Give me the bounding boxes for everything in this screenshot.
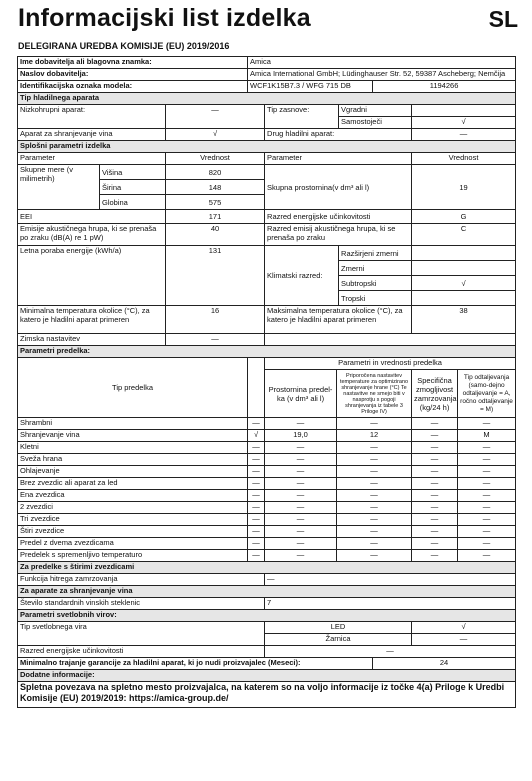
annual-energy-label: Letna poraba energije (kWh/a) (18, 246, 166, 306)
table-row (18, 502, 516, 514)
compartment-temp: — (337, 502, 412, 514)
wine-appliance-label: Aparat za shranjevanje vina (18, 129, 166, 141)
freestanding-value: √ (412, 117, 516, 129)
climate-n-value (412, 261, 516, 276)
compartment-volume: — (265, 478, 337, 490)
compartment-defrost: — (458, 418, 516, 430)
model-code: 1194266 (373, 81, 516, 93)
freezing-column-header: Specifična zmogljivost zamrzovanja (kg/24 h) (412, 370, 458, 418)
compartment-name: Predelek s spremenljivo temperaturo (18, 550, 248, 562)
fast-freeze-row (18, 574, 516, 586)
light-class-row (18, 646, 516, 658)
low-noise-label: Nizkohrupni aparat: (18, 105, 166, 129)
compartments-heading: Parametri predelka: (18, 346, 516, 358)
wine-heading-row (18, 586, 516, 598)
compartment-present: — (248, 454, 265, 466)
compartment-present: — (248, 502, 265, 514)
compartment-volume: — (265, 526, 337, 538)
general-heading-row (18, 141, 516, 153)
compartment-freeze: — (412, 418, 458, 430)
compartment-freeze: — (412, 442, 458, 454)
compartments-header-row (18, 358, 516, 370)
light-type-label: Tip svetlobnega vira (18, 622, 265, 646)
compartment-volume: — (265, 514, 337, 526)
regulation-subtitle: DELEGIRANA UREDBA KOMISIJE (EU) 2019/2016 (18, 41, 230, 51)
bottles-row (18, 598, 516, 610)
low-noise-value: — (166, 105, 265, 129)
eei-label: EEI (18, 210, 166, 224)
compartment-volume: — (265, 538, 337, 550)
compartment-freeze: — (412, 490, 458, 502)
bulb-value: — (412, 634, 516, 646)
compartment-freeze: — (412, 538, 458, 550)
compartment-freeze: — (412, 502, 458, 514)
compartment-temp: — (337, 550, 412, 562)
noise-label: Emisije akustičnega hrupa, ki se prenaša po zraku (dB(A) re 1 pW) (18, 224, 166, 246)
compartment-name: Brez zvezdic ali aparat za led (18, 478, 248, 490)
model-row (18, 81, 516, 93)
appliance-type-heading-row (18, 93, 516, 105)
led-row (18, 622, 516, 634)
depth-value: 575 (166, 195, 265, 210)
energy-class-value: G (412, 210, 516, 224)
freestanding-label: Samostoječi (339, 117, 412, 129)
depth-label: Globina (100, 195, 166, 210)
winter-row (18, 334, 516, 346)
compartment-freeze: — (412, 466, 458, 478)
col-value: Vrednost (166, 153, 265, 165)
temperature-range-row (18, 306, 516, 334)
width-value: 148 (166, 180, 265, 195)
compartment-freeze: — (412, 514, 458, 526)
compartment-temp: — (337, 526, 412, 538)
compartment-defrost: — (458, 514, 516, 526)
table-row (18, 550, 516, 562)
additional-heading: Dodatne informacije: (18, 670, 516, 682)
noise-value: 40 (166, 224, 265, 246)
table-row (18, 418, 516, 430)
table-row (18, 526, 516, 538)
compartment-defrost: — (458, 454, 516, 466)
compartment-name: Ena zvezdica (18, 490, 248, 502)
supplier-address: Amica International GmbH; Lüdinghauser Str. 52, 59387 Ascheberg; Nemčija (248, 69, 516, 81)
wine-heading: Za aparate za shranjevanje vina (18, 586, 516, 598)
additional-heading-row (18, 670, 516, 682)
supplier-name-row (18, 57, 516, 69)
max-temp-label: Maksimalna temperatura okolice (°C), za katero je hladilni aparat primeren (265, 306, 412, 334)
low-noise-row (18, 105, 516, 117)
width-label: Širina (100, 180, 166, 195)
compartment-volume: — (265, 442, 337, 454)
compartment-present: √ (248, 430, 265, 442)
compartment-freeze: — (412, 430, 458, 442)
max-temp-value: 38 (412, 306, 516, 334)
eei-value: 171 (166, 210, 265, 224)
volume-column-header: Prostornina predel-ka (v dm³ ali l) (265, 370, 337, 418)
compartment-defrost: — (458, 442, 516, 454)
table-row (18, 454, 516, 466)
wine-appliance-row (18, 129, 516, 141)
supplier-name-label: Ime dobavitelja ali blagovna znamka: (18, 57, 248, 69)
compartment-volume: — (265, 502, 337, 514)
col-parameter-2: Parameter (265, 153, 412, 165)
bulb-label: Žarnica (265, 634, 412, 646)
model-label: Identifikacijska oznaka modela: (18, 81, 248, 93)
fast-freeze-value: — (265, 574, 516, 586)
compartment-freeze: — (412, 478, 458, 490)
compartment-present: — (248, 418, 265, 430)
guarantee-value: 24 (373, 658, 516, 670)
table-row (18, 478, 516, 490)
compartment-temp: — (337, 478, 412, 490)
bottles-value: 7 (265, 598, 516, 610)
col-parameter: Parameter (18, 153, 166, 165)
eei-row (18, 210, 516, 224)
wine-appliance-value: √ (166, 129, 265, 141)
led-label: LED (265, 622, 412, 634)
additional-info-row (18, 682, 516, 708)
noise-row (18, 224, 516, 246)
compartment-defrost: — (458, 478, 516, 490)
supplier-name: Amica (248, 57, 516, 69)
compartment-volume: — (265, 454, 337, 466)
compartment-name: 2 zvezdici (18, 502, 248, 514)
noise-class-value: C (412, 224, 516, 246)
compartment-volume: — (265, 550, 337, 562)
compartment-present: — (248, 526, 265, 538)
compartment-name: Shrambni (18, 418, 248, 430)
min-temp-label: Minimalna temperatura okolice (°C), za katero je hladilni aparat primeren (18, 306, 166, 334)
compartment-volume: — (265, 490, 337, 502)
compartment-freeze: — (412, 454, 458, 466)
other-appliance-label: Drug hladilni aparat: (265, 129, 412, 141)
compartment-temp: — (337, 538, 412, 550)
supplier-address-label: Naslov dobavitelja: (18, 69, 248, 81)
compartment-name: Sveža hrana (18, 454, 248, 466)
compartment-present: — (248, 550, 265, 562)
supplier-address-row (18, 69, 516, 81)
compartment-volume: — (265, 466, 337, 478)
compartment-present: — (248, 490, 265, 502)
climate-sn-value (412, 246, 516, 261)
light-class-value: — (265, 646, 516, 658)
compartment-name: Shranjevanje vina (18, 430, 248, 442)
compartment-temp: — (337, 466, 412, 478)
compartment-temp: — (337, 442, 412, 454)
compartment-defrost: — (458, 502, 516, 514)
general-columns-row (18, 153, 516, 165)
compartment-present: — (248, 442, 265, 454)
lighting-heading: Parametri svetlobnih virov: (18, 610, 516, 622)
product-info-table (17, 56, 516, 708)
compartment-check-header (248, 358, 265, 418)
four-star-heading-row (18, 562, 516, 574)
builtin-label: Vgradni (339, 105, 412, 117)
annual-energy-row (18, 246, 516, 261)
compartment-present: — (248, 514, 265, 526)
annual-energy-value: 131 (166, 246, 265, 306)
climate-t-value (412, 291, 516, 306)
other-appliance-value: — (412, 129, 516, 141)
table-row (18, 466, 516, 478)
compartment-volume: — (265, 418, 337, 430)
builtin-value (412, 105, 516, 117)
climate-st-value: √ (412, 276, 516, 291)
table-row (18, 538, 516, 550)
header (0, 0, 532, 56)
climate-sn-label: Razširjeni zmerni (339, 246, 412, 261)
lighting-heading-row (18, 610, 516, 622)
compartment-defrost: M (458, 430, 516, 442)
energy-class-label: Razred energijske učinkovitosti (265, 210, 412, 224)
compartment-temp: — (337, 514, 412, 526)
compartment-name: Ohlajevanje (18, 466, 248, 478)
general-heading: Splošni parametri izdelka (18, 141, 516, 153)
compartment-temp: — (337, 490, 412, 502)
col-value-2: Vrednost (412, 153, 516, 165)
compartment-volume: 19,0 (265, 430, 337, 442)
table-row (18, 430, 516, 442)
compartment-defrost: — (458, 538, 516, 550)
compartment-freeze: — (412, 526, 458, 538)
noise-class-label: Razred emisij akustičnega hrupa, ki se prenaša po zraku (265, 224, 412, 246)
page-title: Informacijski list izdelka (18, 4, 311, 32)
compartment-name: Tri zvezdice (18, 514, 248, 526)
compartment-params-header: Parametri in vrednosti predelka (265, 358, 516, 370)
model-id: WCF1K15B7.3 / WFG 715 DB (248, 81, 373, 93)
temperature-column-header: Priporočena nastavitev temperature za optimizirano shranjevanje hrane (°C) Te nastavitve ne smejo biti v nasprotju s pogoji shranjevanja iz tabele 3 Priloge IV) (337, 370, 412, 418)
winter-value: — (166, 334, 265, 346)
compartment-name: Štiri zvezdice (18, 526, 248, 538)
climate-n-label: Zmerni (339, 261, 412, 276)
dimensions-label: Skupne mere (v milimetrih) (18, 165, 100, 210)
led-value: √ (412, 622, 516, 634)
compartment-defrost: — (458, 466, 516, 478)
winter-blank (265, 334, 516, 346)
height-row (18, 165, 516, 180)
compartment-temp: 12 (337, 430, 412, 442)
compartment-present: — (248, 538, 265, 550)
height-label: Višina (100, 165, 166, 180)
table-row (18, 514, 516, 526)
compartment-defrost: — (458, 526, 516, 538)
defrost-column-header: Tip odtaljevanja (samo-dejno odtaljevanje = A, ročno odtaljevanje = M) (458, 370, 516, 418)
compartment-present: — (248, 466, 265, 478)
compartment-name: Kletni (18, 442, 248, 454)
compartment-temp: — (337, 418, 412, 430)
guarantee-label: Minimalno trajanje garancije za hladilni aparat, ki jo nudi proizvajalec (Meseci): (18, 658, 373, 670)
four-star-heading: Za predelke s štirimi zvezdicami (18, 562, 516, 574)
compartment-defrost: — (458, 550, 516, 562)
climate-class-label: Klimatski razred: (265, 246, 339, 306)
table-row (18, 490, 516, 502)
guarantee-row (18, 658, 516, 670)
bottles-label: Število standardnih vinskih steklenic (18, 598, 265, 610)
compartment-defrost: — (458, 490, 516, 502)
climate-st-label: Subtropski (339, 276, 412, 291)
light-class-label: Razred energijske učinkovitosti (18, 646, 265, 658)
table-row (18, 442, 516, 454)
compartment-present: — (248, 478, 265, 490)
volume-label: Skupna prostornina(v dm³ ali l) (265, 165, 412, 210)
compartment-name: Predel z dvema zvezdicama (18, 538, 248, 550)
height-value: 820 (166, 165, 265, 180)
min-temp-value: 16 (166, 306, 265, 334)
volume-value: 19 (412, 165, 516, 210)
design-type-label: Tip zasnove: (265, 105, 339, 129)
compartment-temp: — (337, 454, 412, 466)
appliance-type-heading: Tip hladilnega aparata (18, 93, 516, 105)
winter-label: Zimska nastavitev (18, 334, 166, 346)
additional-info-text: Spletna povezava na spletno mesto proizvajalca, na katerem so na voljo informacije iz točke 4(a) Priloge k Uredbi Komisije (EU) 2019/2019: https://amica-group.de/ (18, 682, 516, 708)
language-code: SL (488, 6, 518, 32)
climate-t-label: Tropski (339, 291, 412, 306)
compartment-freeze: — (412, 550, 458, 562)
compartments-heading-row (18, 346, 516, 358)
compartment-type-header: Tip predelka (18, 358, 248, 418)
fast-freeze-label: Funkcija hitrega zamrzovanja (18, 574, 265, 586)
